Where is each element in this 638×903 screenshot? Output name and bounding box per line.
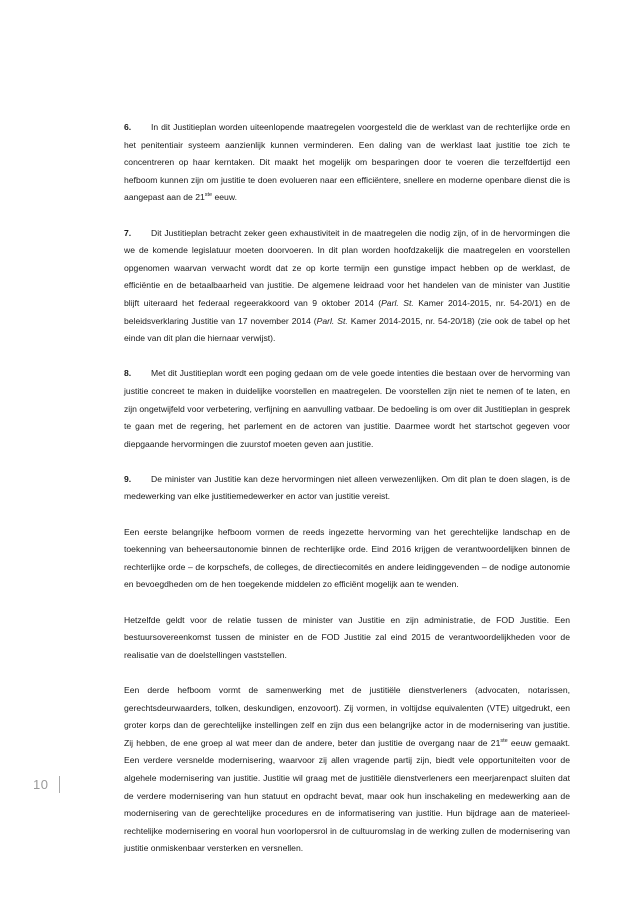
paragraph-text: In dit Justitieplan worden uiteenlopende maatregelen voorgesteld die de werklast van de rechterlijke orde en het penitentiair systeem aanzienlijk kunnen verminderen. Een daling van de werklast laat justitie toe zich te concentreren op haar kerntaken. Dit maakt het mogelijk om besparingen door te voeren die terzelfdertijd een hefboom kunnen zijn om justitie te doen evolueren naar een efficiëntere, snellere en moderne openbare dienst die is aangepast aan de 21: [124, 122, 570, 203]
paragraph-text: Een eerste belangrijke hefboom vormen de reeds ingezette hervorming van het gerechtelijke landschap en de toekenning van beheersautonomie binnen de rechterlijke orde. Eind 2016 krijgen de verantwoordelijken binnen de rechterlijke orde – de korpschefs, de colleges, de directiecomités en andere leidinggevenden – de nodige autonomie en bevoegdheden om de hen toegekende middelen zo efficiënt mogelijk aan te wenden.: [124, 526, 570, 590]
paragraph-number: 9.: [124, 473, 132, 484]
page-number-divider: [59, 776, 60, 793]
page-number: 10: [33, 777, 49, 792]
paragraph-number: 7.: [124, 227, 132, 238]
paragraph-9: [124, 471, 570, 506]
paragraph-text: Met dit Justitieplan wordt een poging gedaan om de vele goede intenties die bestaan over de hervorming van justitie concreet te maken in duidelijke voorstellen en maatregelen. De voorstellen zijn niet te nemen of te laten, en zijn ongetwijfeld voor verbetering, verfijning en aanvulling vatbaar. De bedoeling is om over dit Justitieplan in gesprek te gaan met de regering, het parlement en de actoren van justitie. Daarmee wordt het startschot gegeven voor diepgaande hervormingen die zuurstof moeten geven aan justitie.: [124, 368, 570, 449]
paragraph-number: 8.: [124, 368, 132, 379]
paragraph-8: [124, 365, 570, 453]
superscript: ste: [500, 737, 508, 744]
paragraph-7: [124, 225, 570, 348]
paragraph-text: De minister van Justitie kan deze hervormingen niet alleen verwezenlijken. Om dit plan te doen slagen, is de medewerking van elke justitiemedewerker en actor van justitie vereist.: [124, 473, 570, 502]
paragraph-hefboom-1: [124, 524, 570, 594]
paragraph-text-end: Kamer 2014-2015, nr. 54-20/18) (zie ook de tabel op het einde van dit plan die hiernaar verwijst).: [124, 315, 570, 344]
paragraph-text: Een derde hefboom vormt de samenwerking met de justitiële dienstverleners (advocaten, notarissen, gerechtsdeurwaarders, tolken, deskundigen, enzovoort). Zij vormen, in voltijdse equivalenten (VTE) uitgedrukt, een groter korps dan de gerechtelijke instellingen zelf en zijn dus een belangrijke actor in de modernisering van justitie. Zij hebben, de ene groep al wat meer dan de andere, beter dan justitie de overgang naar de 21: [124, 685, 570, 748]
paragraph-text: Dit Justitieplan betracht zeker geen exhaustiviteit in de maatregelen die nodig zijn, of in de hervormingen die we de komende legislatuur moeten doorvoeren. In dit plan worden hoofdzakelijk die maatregelen en voorstellen opgenomen waarvan verwacht wordt dat ze op korte termijn een gunstige impact hebben op de werklast, de efficiëntie en de betaalbaarheid van justitie. De algemene leidraad voor het handelen van de minister van Justitie blijft uiteraard het federaal regeerakkoord van 9 oktober 2014 (: [124, 227, 570, 308]
paragraph-hefboom-2: [124, 612, 570, 665]
paragraph-text-tail: eeuw.: [212, 192, 237, 203]
citation-italic: Parl. St.: [381, 297, 414, 308]
paragraph-number: 6.: [124, 122, 132, 132]
document-body: [124, 119, 570, 876]
paragraph-hefboom-3: [124, 682, 570, 858]
paragraph-6: [124, 119, 570, 207]
paragraph-text-middle: Kamer 2014-2015, nr. 54-20/1) en de beleidsverklaring Justitie van 17 november 2014 (: [124, 297, 570, 326]
paragraph-text: Hetzelfde geldt voor de relatie tussen de minister van Justitie en zijn administratie, de FOD Justitie. Een bestuursovereenkomst tussen de minister en de FOD Justitie zal eind 2015 de verantwoordelijkheden voor de realisatie van de doelstellingen vaststellen.: [124, 614, 570, 660]
paragraph-text-tail: eeuw gemaakt. Een verdere versnelde modernisering, waarvoor zij allen vragende partij zijn, biedt vele opportuniteiten voor de algehele modernisering van justitie. Justitie wil graag met de justitiële dienstverleners een meerjarenpact sluiten dat de verdere modernisering van hun statuut en opdracht bevat, maar ook hun inschakeling en medewerking aan de modernisering van de gerechtelijke procedures en de informatisering van justitie. Hun bijdrage aan de materieelrechtelijke modernisering en vooral hun voorlopersrol in de cultuuromslag in de werking zullen de modernisering van justitie onmiskenbaar versterken en versnellen.: [124, 737, 571, 854]
superscript: ste: [204, 192, 213, 199]
citation-italic: Parl. St.: [316, 315, 348, 326]
